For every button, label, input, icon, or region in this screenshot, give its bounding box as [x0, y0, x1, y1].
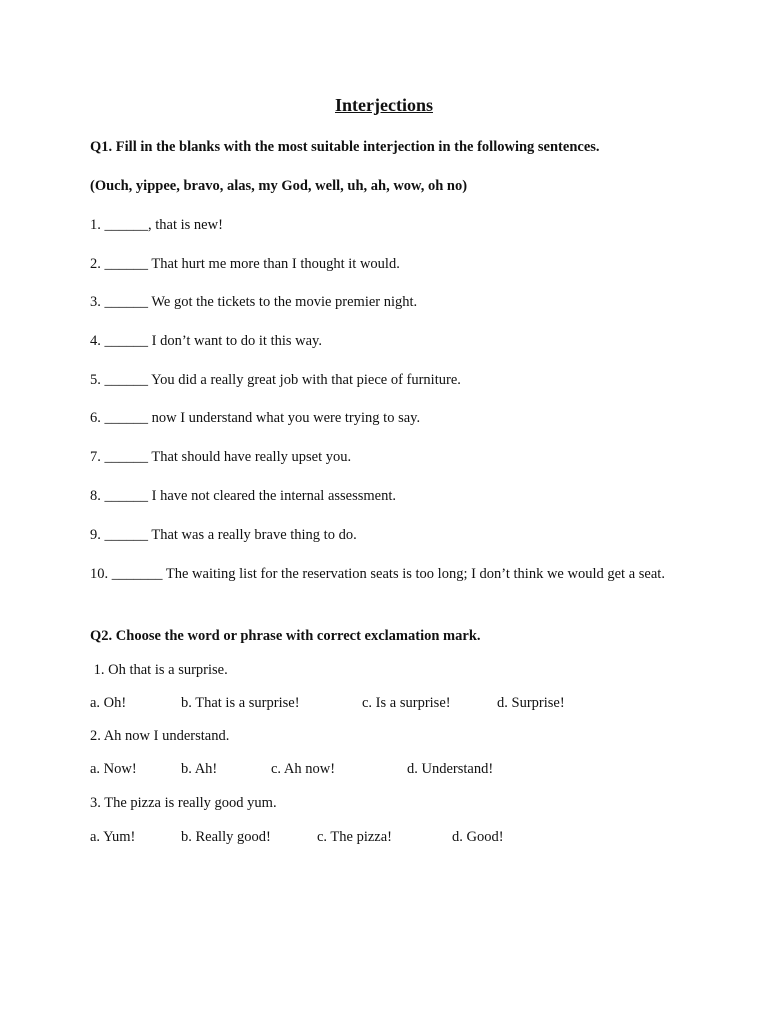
- q1-heading: Q1. Fill in the blanks with the most suitable interjection in the following sentences.: [90, 139, 600, 155]
- word-bank: (Ouch, yippee, bravo, alas, my God, well, uh, ah, wow, oh no): [90, 178, 468, 194]
- q1-item-6: 6. ______ now I understand what you were trying to say.: [90, 410, 421, 426]
- q2-heading: Q2. Choose the word or phrase with correct exclamation mark.: [90, 628, 481, 644]
- q2-q2-option-c: c. Ah now!: [271, 761, 336, 777]
- q2-q3-option-d: d. Good!: [452, 829, 504, 845]
- q2-q2-option-d: d. Understand!: [407, 761, 494, 777]
- q1-item-8: 8. ______ I have not cleared the internal assessment.: [90, 488, 397, 504]
- q2-q3-option-b: b. Really good!: [181, 829, 271, 845]
- q1-item-9: 9. ______ That was a really brave thing to do.: [90, 527, 357, 543]
- page-title: Interjections: [335, 95, 433, 115]
- q1-item-3: 3. ______ We got the tickets to the movie premier night.: [90, 294, 418, 310]
- q1-item-5: 5. ______ You did a really great job with that piece of furniture.: [90, 372, 461, 388]
- q1-item-7: 7. ______ That should have really upset you.: [90, 449, 352, 465]
- q2-q3-option-a: a. Yum!: [90, 829, 136, 845]
- q2-q1-option-d: d. Surprise!: [497, 695, 565, 711]
- q1-item-2: 2. ______ That hurt me more than I thought it would.: [90, 256, 400, 272]
- q2-q1-option-a: a. Oh!: [90, 695, 127, 711]
- q1-item-4: 4. ______ I don’t want to do it this way.: [90, 333, 322, 349]
- q2-q3-option-c: c. The pizza!: [317, 829, 393, 845]
- q2-q2-option-b: b. Ah!: [181, 761, 218, 777]
- q2-question-1: 1. Oh that is a surprise.: [90, 662, 228, 678]
- q2-q1-option-b: b. That is a surprise!: [181, 695, 300, 711]
- q2-question-3: 3. The pizza is really good yum.: [90, 795, 277, 811]
- q2-q2-option-a: a. Now!: [90, 761, 137, 777]
- q2-question-2: 2. Ah now I understand.: [90, 728, 230, 744]
- q1-item-10: 10. _______ The waiting list for the reservation seats is too long; I don’t think we would get a seat.: [90, 566, 665, 582]
- q1-item-1: 1. ______, that is new!: [90, 217, 223, 233]
- q2-q1-option-c: c. Is a surprise!: [362, 695, 451, 711]
